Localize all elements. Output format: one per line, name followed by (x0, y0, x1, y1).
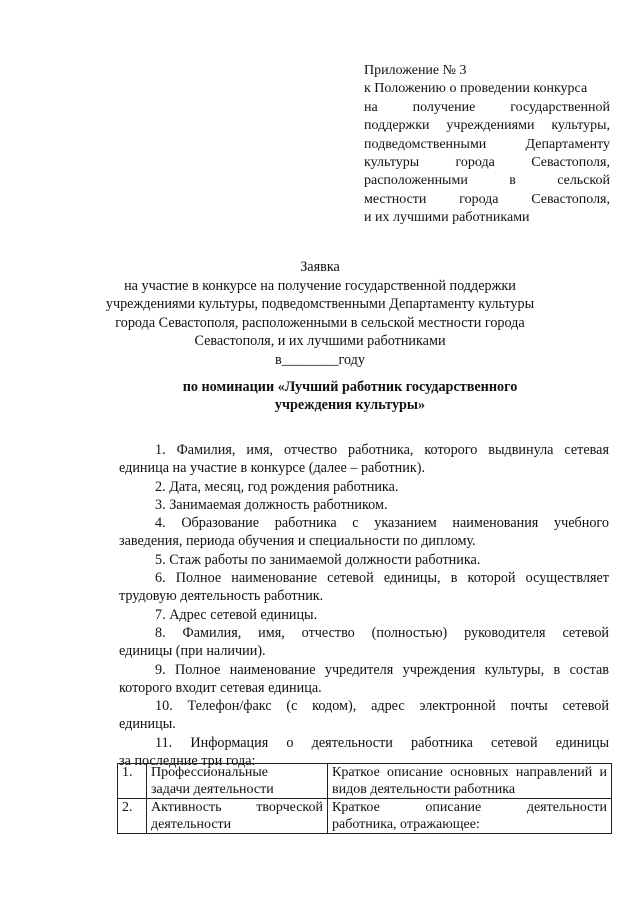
list-item-text: 10. Телефон/факс (с кодом), адрес электронной почты сетевой (155, 698, 609, 715)
appendix-line: к Положению о проведении конкурса (364, 81, 588, 97)
table-cell-description (328, 764, 612, 799)
list-item (119, 441, 609, 478)
cell-line: Активность творческой (151, 800, 323, 816)
cell-line: деятельности (151, 816, 232, 832)
list-item (119, 661, 609, 698)
application-line: Севастополя, и их лучшими работниками (194, 333, 446, 350)
row-number: 2. (118, 799, 147, 834)
appendix-header (364, 62, 610, 228)
table-cell-description (328, 799, 612, 834)
cell-line: работника, отражающее: (332, 816, 480, 832)
application-line: учреждениями культуры, подведомственными Департаменту культуры (105, 296, 535, 313)
list-item: 7. Адрес сетевой единицы. (155, 606, 318, 623)
application-line: на участие в конкурсе на получение государственной поддержки (124, 277, 516, 294)
list-item (119, 569, 609, 606)
table-cell-task (147, 764, 328, 799)
list-item-continuation: единицы. (119, 716, 176, 733)
table-row (118, 799, 612, 834)
appendix-line: подведомственными Департаменту (364, 136, 610, 152)
row-number: 1. (118, 764, 147, 799)
nomination-heading (150, 378, 550, 415)
appendix-line: на получение государственной (364, 99, 610, 115)
list-item-continuation: трудовую деятельность работник. (119, 588, 324, 605)
cell-line: Профессиональные (151, 765, 268, 780)
nomination-line: учреждения культуры» (274, 397, 426, 414)
list-item-continuation: заведения, периода обучения и специальности по диплому. (119, 533, 476, 550)
list-item-continuation: которого входит сетевая единица. (119, 679, 322, 696)
list-item-continuation: за последние три года: (119, 753, 256, 770)
application-year-line: в________году (275, 351, 365, 368)
list-item-text: 9. Полное наименование учредителя учреждения культуры, в состав (155, 661, 609, 678)
activity-info-table (117, 763, 612, 834)
cell-line: задачи деятельности (151, 781, 274, 797)
appendix-line: местности города Севастополя, (364, 191, 610, 207)
list-item: 3. Занимаемая должность работником. (155, 496, 388, 513)
appendix-title: Приложение № 3 (364, 63, 467, 78)
cell-line: видов деятельности работника (332, 781, 516, 797)
appendix-line: расположенными в сельской (364, 173, 610, 189)
list-item-text: 4. Образование работника с указанием наименования учебного (155, 515, 609, 532)
list-item-text: 6. Полное наименование сетевой единицы, в которой осуществляет (155, 570, 609, 587)
application-title-block (100, 258, 540, 370)
list-item-text: 1. Фамилия, имя, отчество работника, которого выдвинула сетевая (155, 442, 609, 458)
nomination-line: по номинации «Лучший работник государственного (182, 379, 518, 395)
list-item-continuation: единица на участие в конкурсе (далее – работник). (119, 460, 426, 477)
list-item (119, 697, 609, 734)
appendix-line: культуры города Севастополя, (364, 155, 610, 171)
list-item: 2. Дата, месяц, год рождения работника. (155, 478, 399, 495)
list-item-continuation: единицы (при наличии). (119, 643, 266, 660)
requirements-list (119, 441, 609, 770)
appendix-line: и их лучшими работниками (364, 210, 530, 226)
list-item (119, 514, 609, 551)
application-line: города Севастополя, расположенными в сельской местности города (115, 314, 525, 331)
list-item (119, 624, 609, 661)
list-item-text: 8. Фамилия, имя, отчество (полностью) руководителя сетевой (155, 624, 609, 641)
application-heading: Заявка (300, 259, 340, 275)
table-row (118, 764, 612, 799)
appendix-line: поддержки учреждениями культуры, (364, 118, 610, 134)
cell-line: Краткое описание основных направлений и (332, 765, 607, 780)
list-item: 5. Стаж работы по занимаемой должности работника. (155, 551, 481, 568)
table-cell-task (147, 799, 328, 834)
list-item-text: 11. Информация о деятельности работника сетевой единицы (155, 734, 609, 751)
cell-line: Краткое описание деятельности (332, 800, 607, 816)
